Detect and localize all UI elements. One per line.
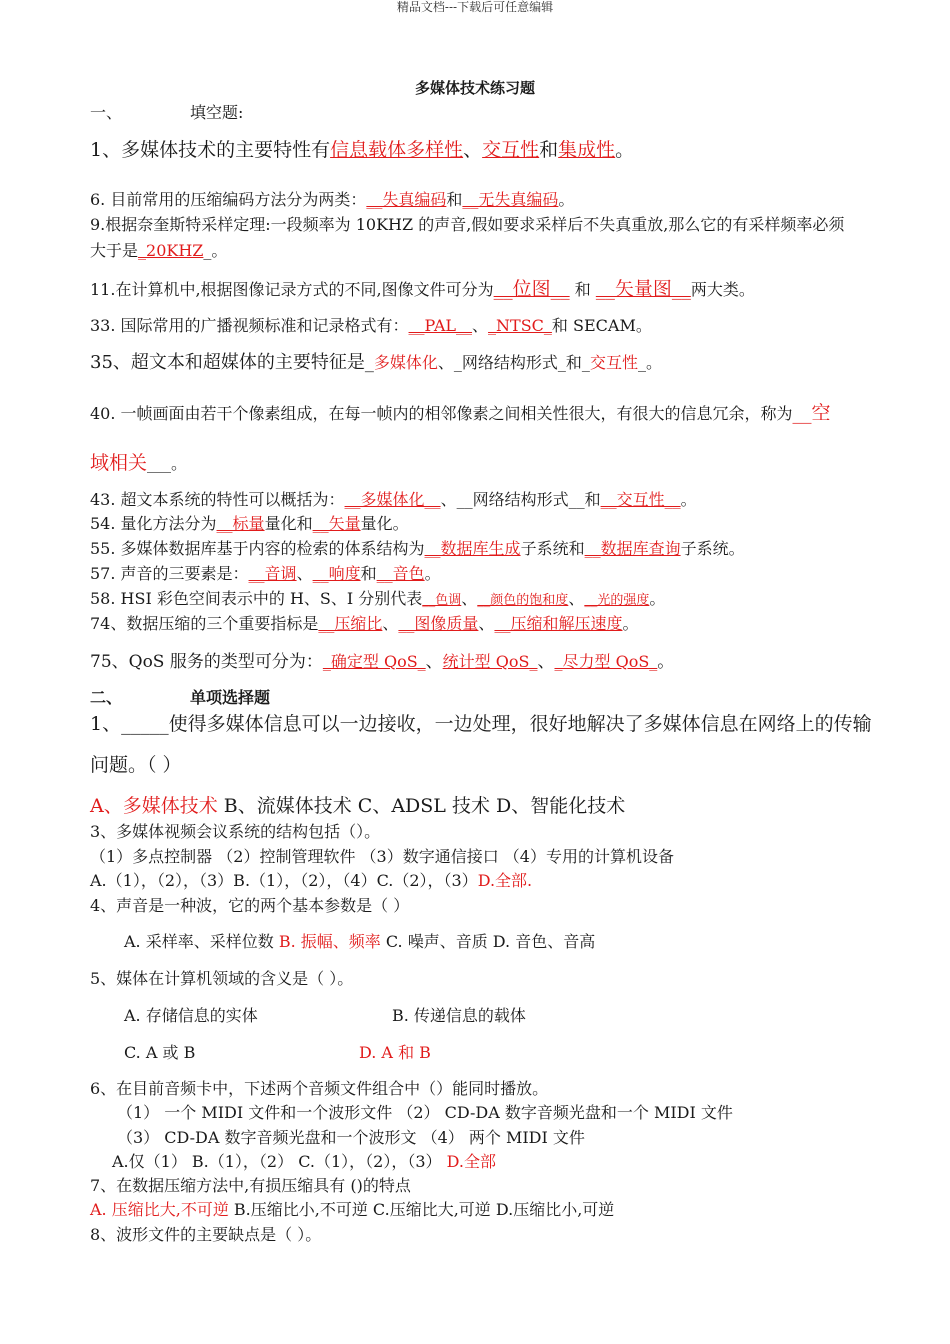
q58-answer-1: __色调 — [422, 593, 462, 608]
q9-text: 大于是 — [90, 241, 139, 260]
section-label: 填空题: — [190, 103, 244, 122]
q57-answer-1: __音调 — [248, 564, 297, 583]
q74-answer-3: __压缩和解压速度 — [494, 614, 623, 633]
q75-answer-1: _确定型 QoS_ — [322, 652, 426, 671]
q33-answer-1: __PAL__ — [408, 316, 473, 335]
q54 — [90, 513, 409, 535]
c5-answer: D. A 和 B — [359, 1043, 431, 1062]
c3-question: 3、多媒体视频会议系统的结构包括（）。 — [90, 822, 381, 841]
q35-mid: 、_网络结构形式_和_ — [437, 353, 590, 372]
c3-answer: D.全部. — [477, 871, 533, 890]
c7-question: 7、在数据压缩方法中,有损压缩具有 ()的特点 — [90, 1176, 411, 1195]
q40-text: 40. 一帧画面由若干个像素组成，在每一帧内的相邻像素之间相关性很大，有很大的信息冗余，称为 — [90, 404, 793, 423]
c7-options — [90, 1199, 614, 1221]
section-2-heading — [90, 687, 270, 709]
q55-end: 子系统。 — [680, 539, 745, 558]
q58-answer-2: __颜色的饱和度 — [477, 593, 569, 608]
q33-sep: 、 — [472, 316, 489, 335]
q55-mid: 子系统和 — [520, 539, 585, 558]
q11-sep: 和 — [569, 280, 596, 299]
q11-answer-1: __位图__ — [493, 278, 570, 300]
q40-answer-1: __空 — [792, 402, 831, 424]
q58-answer-3: __光的强度 — [584, 593, 650, 608]
q74-text: 74、数据压缩的三个重要指标是 — [90, 614, 319, 633]
q1 — [90, 139, 634, 161]
q1-sep-1: 、 — [463, 139, 483, 161]
q74 — [90, 613, 638, 635]
q40-end: ___。 — [147, 454, 188, 473]
c3-option-text: A.（1），（2），（3）B.（1），（2），（4）C.（2），（3） — [90, 871, 478, 890]
q58-end: 。 — [649, 589, 666, 608]
c4-options — [124, 931, 595, 953]
q54-text: 54. 量化方法分为 — [90, 514, 217, 533]
q43-answer-1: __多媒体化__ — [344, 490, 441, 509]
c4-answer: B. 振幅、频率 — [278, 932, 381, 951]
q57 — [90, 563, 441, 585]
doc-title: 多媒体技术练习题 — [414, 79, 535, 97]
q54-mid: 量化和 — [264, 514, 313, 533]
q75-sep-2: 、 — [537, 652, 555, 672]
c6-options — [112, 1151, 496, 1173]
q57-sep-1: 、 — [296, 564, 313, 583]
section-number: 二、 — [90, 688, 123, 707]
q40-line-2 — [90, 452, 187, 475]
q58-sep-1: 、 — [461, 589, 478, 608]
section-number: 一、 — [90, 103, 123, 122]
q11-end: 两大类。 — [690, 280, 755, 299]
c1-line-2: 问题。（ ） — [90, 754, 182, 776]
q54-end: 量化。 — [360, 514, 409, 533]
c3-items: （1）多点控制器 （2）控制管理软件 （3）数字通信接口 （4）专用的计算机设备 — [90, 847, 674, 866]
q35 — [90, 352, 662, 374]
q11-answer-2: __矢量图__ — [595, 278, 691, 300]
q57-answer-3: __音色 — [376, 564, 425, 583]
q74-answer-2: __图像质量 — [398, 614, 479, 633]
c3-options — [90, 870, 532, 892]
q11-text: 11.在计算机中,根据图像记录方式的不同,图像文件可分为 — [90, 280, 494, 299]
c1-option-a: A、多媒体技术 — [90, 795, 218, 817]
c1-options — [90, 795, 625, 817]
q6-answer-1: __失真编码 — [366, 190, 447, 209]
q33-answer-2: _NTSC_ — [488, 316, 552, 335]
q33-end: 和 SECAM。 — [551, 316, 652, 335]
q40-line-1 — [90, 402, 831, 425]
q58-text: 58. HSI 彩色空间表示中的 H、S、I 分别代表 — [90, 589, 423, 608]
q6 — [90, 189, 574, 211]
c6-option-text: A.仅（1） B.（1），（2） C.（1），（2），（3） — [112, 1152, 447, 1171]
q55-text: 55. 多媒体数据库基于内容的检索的体系结构为 — [90, 539, 425, 558]
q55-answer-2: __数据库查询 — [584, 539, 681, 558]
q57-end: 。 — [424, 564, 441, 583]
q58 — [90, 588, 665, 612]
c8-question: 8、波形文件的主要缺点是（ ）。 — [90, 1225, 322, 1244]
q43-answer-2: __交互性__ — [600, 490, 681, 509]
q35-answer-2: 交互性 — [589, 353, 638, 372]
q43-mid: 、__网络结构形式__和 — [440, 490, 601, 509]
q54-answer-1: __标量 — [216, 514, 265, 533]
c7-other-options: B.压缩比小,不可逆 C.压缩比大,可逆 D.压缩比小,可逆 — [228, 1200, 615, 1219]
c6-items-2: （3） CD-DA 数字音频光盘和一个波形文 （4） 两个 MIDI 文件 — [117, 1128, 585, 1147]
c7-answer: A. 压缩比大,不可逆 — [90, 1200, 229, 1219]
q57-text: 57. 声音的三要素是： — [90, 564, 249, 583]
q1-answer-3: 集成性 — [558, 139, 616, 161]
c4-question: 4、声音是一种波，它的两个基本参数是（ ） — [90, 896, 410, 915]
q75-sep-1: 、 — [425, 652, 443, 672]
q9-line-2 — [90, 240, 227, 262]
c6-answer: D.全部 — [446, 1152, 496, 1171]
q43 — [90, 489, 697, 511]
q57-answer-2: __响度 — [312, 564, 361, 583]
q74-end: 。 — [622, 614, 639, 633]
q75-end: 。 — [657, 652, 675, 672]
c6-items-1: （1） 一个 MIDI 文件和一个波形文件 （2） CD-DA 数字音频光盘和一个 MIDI 文件 — [117, 1103, 733, 1122]
c4-option-a: A. 采样率、采样位数 — [124, 932, 279, 951]
q75 — [90, 651, 674, 673]
c5-option-a: A. 存储信息的实体 — [124, 1006, 258, 1025]
q75-text: 75、QoS 服务的类型可分为： — [90, 652, 323, 672]
q35-answer-1: 多媒体化 — [373, 353, 438, 372]
c5-option-c: C. A 或 B — [124, 1043, 196, 1062]
q6-text: 6. 目前常用的压缩编码方法分为两类： — [90, 190, 367, 209]
q1-sep-2: 和 — [539, 139, 559, 161]
q9-answer: _20KHZ — [138, 241, 204, 260]
q55 — [90, 538, 745, 560]
q9-line-1: 9.根据奈奎斯特采样定理:一段频率为 10KHZ 的声音,假如要求采样后不失真重放,那么它的有采样频率必须 — [90, 215, 845, 234]
q75-answer-3: _尽力型 QoS_ — [554, 652, 658, 671]
q57-sep-2: 和 — [360, 564, 377, 583]
q9-end: _。 — [203, 241, 228, 260]
q55-answer-1: __数据库生成 — [424, 539, 521, 558]
q74-sep-2: 、 — [478, 614, 495, 633]
q43-text: 43. 超文本系统的特性可以概括为： — [90, 490, 345, 509]
q1-answer-2: 交互性 — [482, 139, 540, 161]
q11 — [90, 278, 755, 301]
q6-sep: 和 — [446, 190, 463, 209]
section-1-heading — [90, 102, 243, 124]
page-header: 精品文档---下载后可任意编辑 — [396, 0, 554, 14]
q40-answer-2: 域相关 — [90, 452, 148, 474]
c4-other-options: C. 噪声、音质 D. 音色、音高 — [380, 932, 596, 951]
c1-line-1: 1、_____使得多媒体信息可以一边接收，一边处理，很好地解决了多媒体信息在网络上的传输 — [90, 713, 872, 735]
q1-answer-1: 信息载体多样性 — [330, 139, 464, 161]
q35-text: 35、超文本和超媒体的主要特征是_ — [90, 352, 374, 373]
q6-end: 。 — [558, 190, 575, 209]
q74-sep-1: 、 — [382, 614, 399, 633]
q6-answer-2: __无失真编码 — [462, 190, 559, 209]
c5-question: 5、媒体在计算机领域的含义是（ ）。 — [90, 969, 354, 988]
q33-text: 33. 国际常用的广播视频标准和记录格式有： — [90, 316, 409, 335]
q75-answer-2: 统计型 QoS_ — [442, 652, 538, 671]
q54-answer-2: __矢量 — [312, 514, 361, 533]
q1-text: 1、多媒体技术的主要特性有 — [90, 139, 331, 161]
q33 — [90, 315, 652, 337]
q35-end: _。 — [637, 353, 662, 372]
q74-answer-1: __压缩比 — [318, 614, 383, 633]
c6-question: 6、在目前音频卡中，下述两个音频文件组合中（）能同时播放。 — [90, 1079, 549, 1098]
c1-other-options: B、流媒体技术 C、ADSL 技术 D、智能化技术 — [217, 795, 626, 817]
c5-option-b: B. 传递信息的载体 — [392, 1006, 526, 1025]
q43-end: 。 — [680, 490, 697, 509]
q58-sep-2: 、 — [568, 589, 585, 608]
q1-end: 。 — [615, 139, 635, 161]
section-label: 单项选择题 — [190, 688, 271, 707]
